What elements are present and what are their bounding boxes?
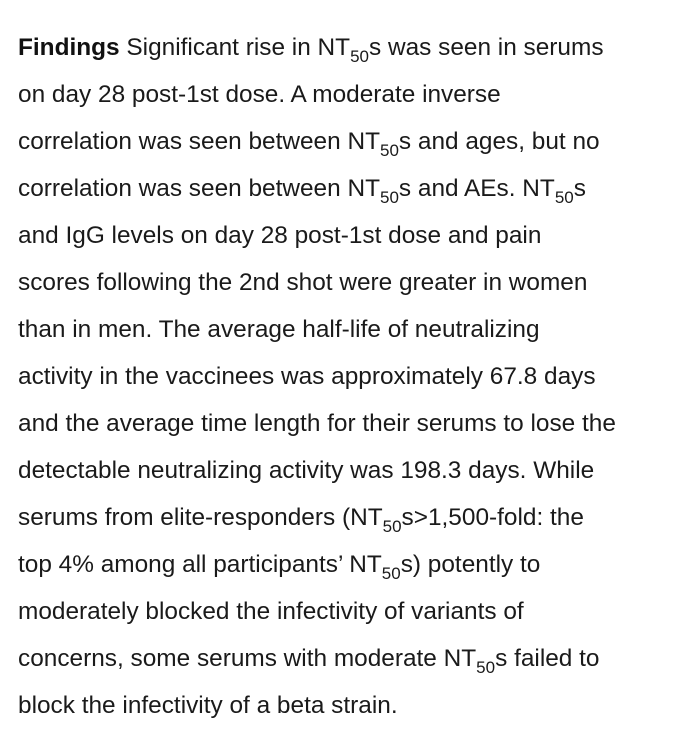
text-line: [18, 212, 666, 259]
text-segment: s: [573, 175, 586, 202]
text-line: [18, 494, 666, 541]
text-segment: s) potently to: [400, 551, 541, 578]
text-segment: concerns, some serums with moderate NT: [18, 645, 477, 672]
text-segment: scores following the 2nd shot were greater in women: [18, 269, 588, 296]
text-line: [18, 682, 666, 729]
text-segment: s>1,500-fold: the: [401, 504, 584, 531]
nt50-subscript: 50: [379, 141, 399, 160]
text-segment: Significant rise in NT: [126, 34, 351, 61]
text-line: [18, 635, 666, 682]
text-segment: top 4% among all participants’ NT: [18, 551, 382, 578]
text-segment: s failed to: [495, 645, 600, 672]
text-line: [18, 259, 666, 306]
nt50-subscript: 50: [379, 188, 399, 207]
text-segment: on day 28 post-1st dose. A moderate inverse: [18, 81, 501, 108]
text-segment: s and AEs. NT: [398, 175, 555, 202]
text-line: [18, 118, 666, 165]
text-segment: correlation was seen between NT: [18, 128, 380, 155]
text-segment: correlation was seen between NT: [18, 175, 380, 202]
text-line: [18, 541, 666, 588]
text-line: [18, 165, 666, 212]
findings-paragraph: [18, 24, 666, 729]
nt50-subscript: 50: [554, 188, 574, 207]
text-segment: detectable neutralizing activity was 198.3 days. While: [18, 457, 595, 484]
text-line: [18, 306, 666, 353]
text-segment: s was seen in serums: [369, 34, 604, 61]
text-line: [18, 588, 666, 635]
text-segment: s and ages, but no: [398, 128, 600, 155]
nt50-subscript: 50: [476, 658, 496, 677]
text-segment: and the average time length for their serums to lose the: [18, 410, 616, 437]
text-segment: moderately blocked the infectivity of variants of: [18, 598, 524, 625]
text-segment: serums from elite-responders (NT: [18, 504, 383, 531]
text-line: [18, 353, 666, 400]
text-line: [18, 71, 666, 118]
text-line: [18, 447, 666, 494]
text-line: [18, 400, 666, 447]
nt50-subscript: 50: [350, 47, 369, 66]
text-segment: and IgG levels on day 28 post-1st dose and pain: [18, 222, 542, 249]
section-heading: Findings: [18, 34, 120, 61]
text-line: [18, 24, 666, 71]
text-segment: activity in the vaccinees was approximately 67.8 days: [18, 363, 596, 390]
nt50-subscript: 50: [381, 564, 401, 583]
nt50-subscript: 50: [382, 517, 402, 536]
text-segment: block the infectivity of a beta strain.: [18, 692, 398, 719]
text-segment: than in men. The average half-life of neutralizing: [18, 316, 540, 343]
